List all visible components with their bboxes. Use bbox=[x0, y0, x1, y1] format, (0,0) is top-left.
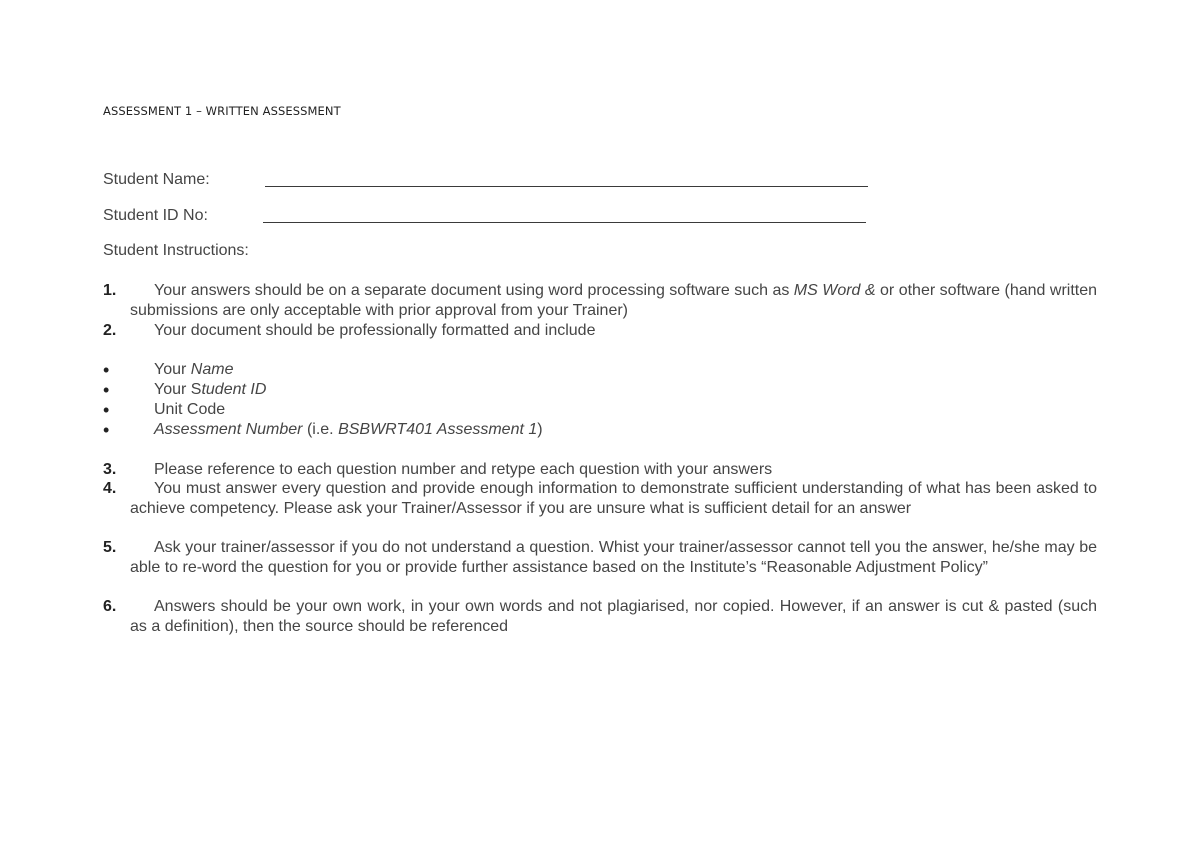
bullet-item bbox=[103, 360, 1097, 380]
item-number: 5. bbox=[103, 539, 117, 556]
bullet-item bbox=[103, 400, 1097, 420]
bullet-item bbox=[103, 420, 1097, 440]
bullet-icon: • bbox=[103, 400, 110, 420]
instruction-item bbox=[103, 479, 1097, 519]
item-text: Please reference to each question number and retype each question with your answers bbox=[154, 461, 773, 478]
student-id-label: Student ID No: bbox=[103, 207, 208, 224]
item-text: You must answer every question and provide enough information to demonstrate sufficient understanding of what has been asked to achieve competency. Please ask your Trainer/Assessor if you are unsure what is sufficient detail for an answer bbox=[130, 480, 1097, 517]
item-text: Answers should be your own work, in your own words and not plagiarised, nor copied. However, if an answer is cut & pasted (such as a definition), then the source should be referenced bbox=[130, 598, 1097, 635]
bullet-text: Unit Code bbox=[154, 401, 226, 418]
student-id-line[interactable] bbox=[263, 222, 866, 223]
instruction-item bbox=[103, 597, 1097, 637]
item-number: 6. bbox=[103, 598, 117, 615]
bullet-icon: • bbox=[103, 380, 110, 400]
bullet-item bbox=[103, 380, 1097, 400]
item-number: 1. bbox=[103, 282, 117, 299]
student-name-line[interactable] bbox=[265, 186, 868, 187]
instruction-item bbox=[103, 538, 1097, 578]
bullet-icon: • bbox=[103, 420, 110, 440]
instruction-item bbox=[103, 281, 1097, 321]
item-text: Your answers should be on a separate document using word processing software such as MS Word & or other software (hand written submissions are only acceptable with prior approval from your Trainer) bbox=[130, 282, 1098, 319]
bullet-text: Assessment Number (i.e. BSBWRT401 Assessment 1) bbox=[154, 421, 543, 438]
item-text: Your document should be professionally formatted and include bbox=[154, 322, 596, 339]
bullet-text: Your Student ID bbox=[154, 381, 267, 398]
bullet-icon: • bbox=[103, 360, 110, 380]
item-number: 4. bbox=[103, 480, 117, 497]
item-number: 3. bbox=[103, 461, 117, 478]
instruction-item bbox=[103, 460, 1097, 480]
assessment-heading: ASSESSMENT 1 – WRITTEN ASSESSMENT bbox=[103, 104, 341, 118]
instruction-item bbox=[103, 321, 1097, 341]
bullet-text: Your Name bbox=[154, 361, 234, 378]
student-name-label: Student Name: bbox=[103, 171, 210, 188]
item-text: Ask your trainer/assessor if you do not understand a question. Whist your trainer/assessor cannot tell you the answer, he/she may be able to re-word the question for you or provide further assistance based on the Institute’s “Reasonable Adjustment Policy” bbox=[130, 539, 1097, 576]
item-number: 2. bbox=[103, 322, 117, 339]
instructions-title: Student Instructions: bbox=[103, 242, 249, 259]
